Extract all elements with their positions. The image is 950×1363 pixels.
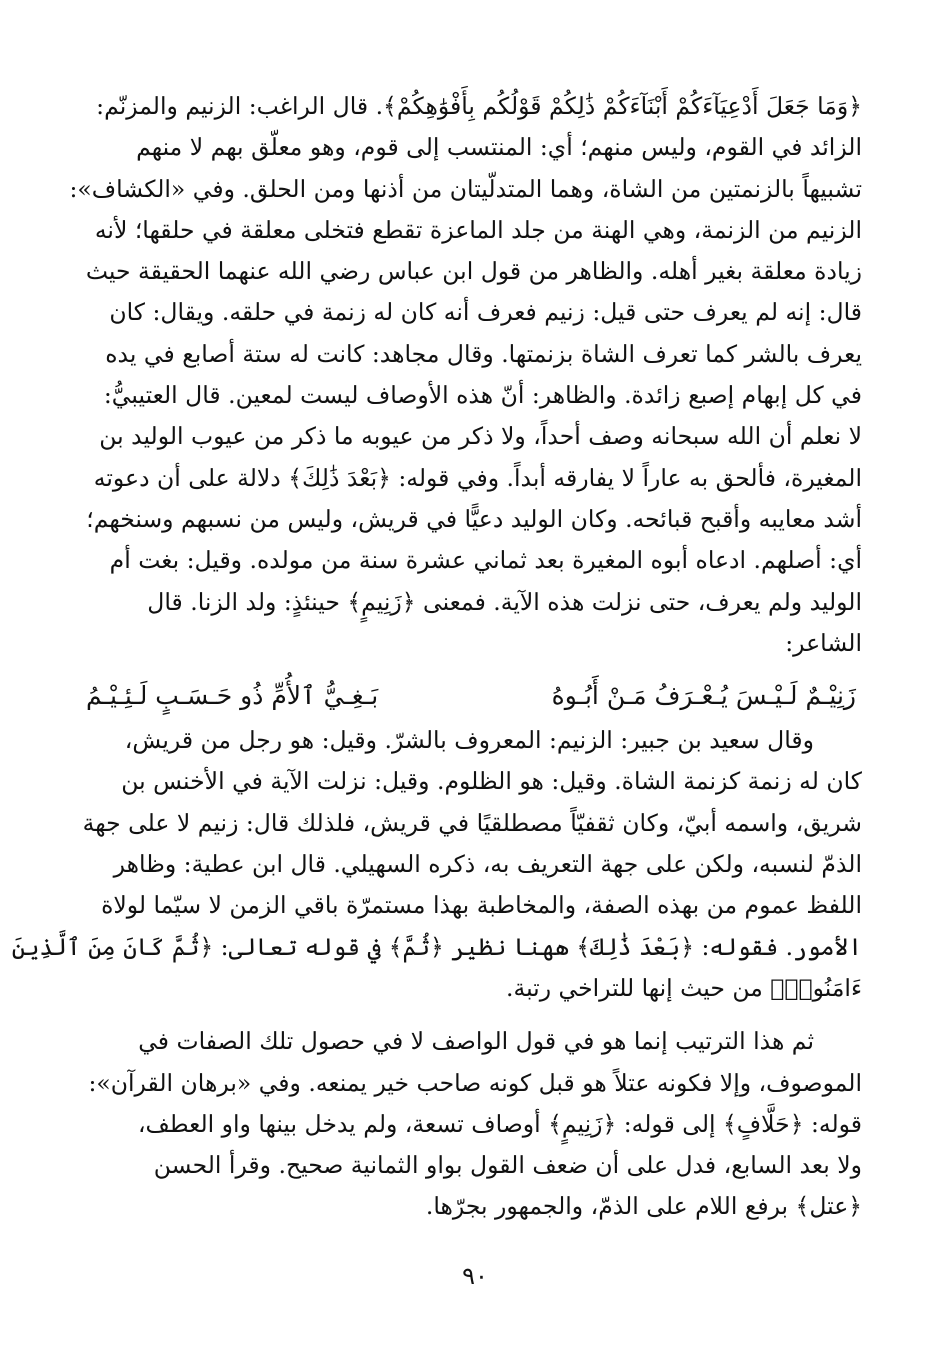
verse-first-hemistich: زَنِيْـمٌ لَـيْـسَ يُـعْـرَفُ مَـنْ أَبُـوهُ [551, 681, 856, 711]
text-line: في كل إبهام إصبع زائدة. والظاهر: أنّ هذه الأوصاف ليست لمعين. قال العتيبيُّ: [103, 381, 862, 410]
text-line: كان له زنمة كزنمة الشاة. وقيل: هو الظلوم. وقيل: نزلت الآية في الأخنس بن [121, 767, 862, 796]
paragraph-spacer [78, 1009, 862, 1021]
text-line: قال: إنه لم يعرف حتى قيل: زنيم فعرف أنه كان له زنمة في حلقه. ويقال: كان [109, 298, 862, 327]
poetry-verse [78, 674, 862, 718]
text-line: الزائد في القوم، وليس منهم؛ أي: المنتسب إلى قوم، وهو معلّق بهم لا منهم [136, 133, 862, 162]
paragraph-3 [78, 1021, 862, 1227]
page-number: ٩٠ [462, 1262, 488, 1290]
text-line: أشد معايبه وأقبح قبائحه. وكان الوليد دعيًّا في قريش، وليس من نسبهم وسنخهم؛ [86, 504, 862, 533]
paragraph-2 [11, 720, 862, 1009]
text-line: الأمور. فقوله: ﴿بَعْدَ ذَٰلِكَ﴾ ههنا نظير ﴿ثُمَّ﴾ في قوله تعالى: ﴿ثُمَّ كَانَ مِنَ ٱلَّذِينَ [11, 932, 862, 961]
text-line: الزنيم من الزنمة، وهي الهنة من جلد الماعزة تقطع فتخلى معلقة في حلقها؛ لأنه [94, 215, 862, 244]
text-line: الموصوف، وإلا فكونه عتلاً هو قبل كونه صاحب خير يمنعه. وفي «برهان القرآن»: [88, 1068, 862, 1097]
text-line: أي: أصلهم. ادعاه أبوه المغيرة بعد ثماني عشرة سنة من مولده. وقيل: بغت أم [109, 546, 862, 575]
verse-second-hemistich: بَـغِـيُّ ٱلأُمِّ ذُو حَـسَـبٍ لَـئِـيْـمُ [86, 681, 379, 711]
text-line: الوليد ولم يعرف، حتى نزلت هذه الآية. فمعنى ﴿زَنِيمٍ﴾ حينئذٍ: ولد الزنا. قال [147, 587, 862, 616]
text-line: يعرف بالشر كما تعرف الشاة بزنمتها. وقال مجاهد: كانت له ستة أصابع في يده [105, 339, 862, 368]
text-line: ثم هذا الترتيب إنما هو في قول الواصف لا في حصول تلك الصفات في [138, 1027, 814, 1056]
paragraph-1 [69, 86, 862, 664]
text-line: الذمّ لنسبه، ولكن على جهة التعريف به، ذكره السهيلي. قال ابن عطية: وظاهر [113, 850, 862, 879]
text-line: لا نعلم أن الله سبحانه وصف أحداً، ولا ذكر من عيوبه ما ذكر من عيوب الوليد بن [99, 422, 862, 451]
text-line: ﴿وَمَا جَعَلَ أَدْعِيَآءَكُمْ أَبْنَآءَكُمْ ذَٰلِكُمْ قَوْلُكُم بِأَفْوَٰهِكُمْ﴾. قال الراغب: الزنيم والمزنّم: [96, 92, 862, 120]
text-line: قوله: ﴿حَلَّافٍ﴾ إلى قوله: ﴿زَنِيمٍ﴾ أوصاف تسعة، ولم يدخل بينها واو العطف، [137, 1109, 862, 1138]
text-line: ولا بعد السابع، فدل على أن ضعف القول بواو الثمانية صحيح. وقرأ الحسن [153, 1151, 862, 1180]
text-line: اللفظ عموم من بهذه الصفة، والمخاطبة بهذا مستمرّة باقي الزمن لا سيّما لولاة [101, 891, 862, 920]
text-line: الشاعر: [785, 628, 862, 657]
text-line: تشبيهاً بالزنمتين من الشاة، وهما المتدلّيتان من أذنها ومن الحلق. وفي «الكشاف»: [69, 174, 862, 203]
text-line: ﴿عتل﴾ برفع اللام على الذمّ، والجمهور بجرّها. [425, 1192, 862, 1221]
text-line: المغيرة، فألحق به عاراً لا يفارقه أبداً. وفي قوله: ﴿بَعْدَ ذَٰلِكَ﴾ دلالة على أن دعوته [93, 463, 862, 492]
text-line: شريق، واسمه أبيّ، وكان ثقفيّاً مصطلقيًا في قريش، فلذلك قال: زنيم لا على جهة [82, 808, 862, 837]
text-line: زيادة معلقة بغير أهله. والظاهر من قول ابن عباس رضي الله عنهما الحقيقة حيث [85, 257, 862, 286]
text-line: ءَامَنُوا۟﴾ من حيث إنها للتراخي رتبة. [506, 973, 862, 1002]
text-line: وقال سعيد بن جبير: الزنيم: المعروف بالشرّ. وقيل: هو رجل من قريش، [124, 726, 814, 755]
